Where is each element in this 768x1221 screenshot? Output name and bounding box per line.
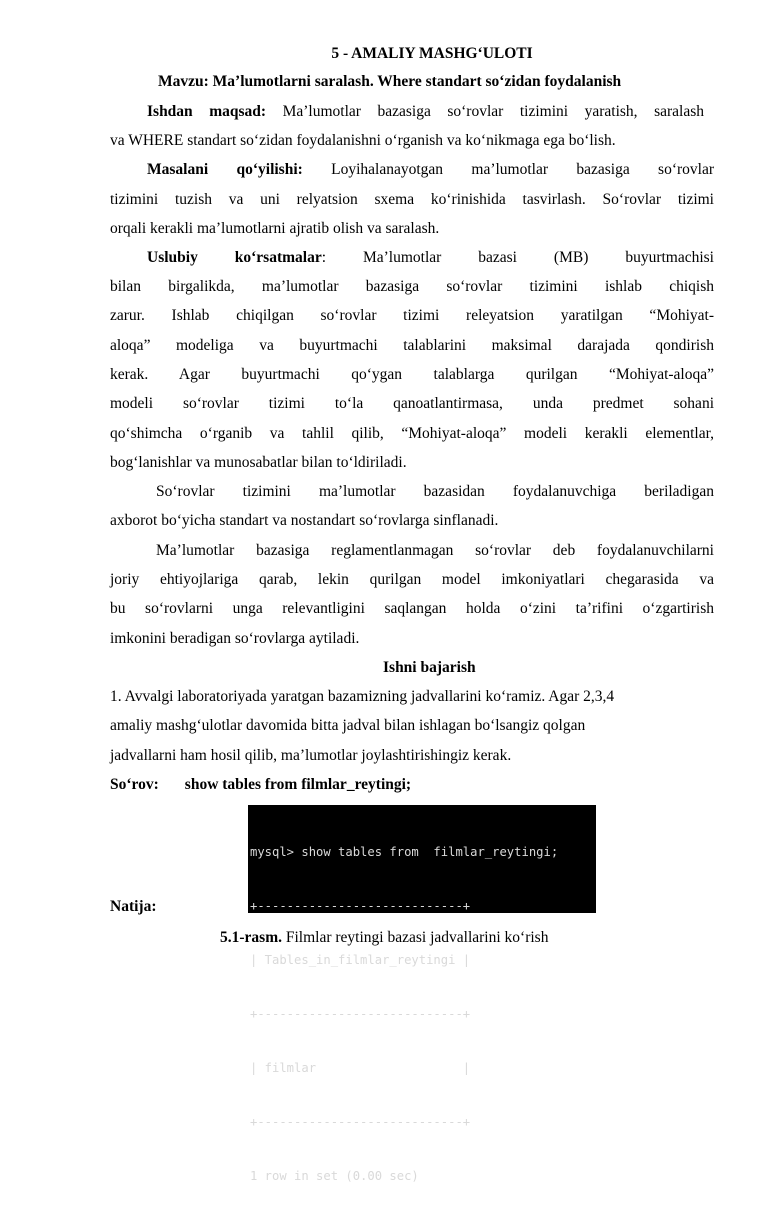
- queries-para-line-2: axborot bo‘yicha standart va nostandart so‘rovlarga sinflanadi.: [110, 512, 499, 529]
- page-title: 5 - AMALIY MASHG‘ULOTI: [331, 45, 533, 62]
- problem-line-3: orqali kerakli ma’lumotlarni ajratib olish va saralash.: [110, 220, 440, 237]
- terminal-line: +----------------------------+: [250, 899, 471, 913]
- query-text: show tables from filmlar_reytingi;: [184, 776, 412, 793]
- guidance-label: Uslubiy ko‘rsatmalar: [147, 249, 322, 266]
- terminal-line: mysql> show tables from filmlar_reytingi;: [250, 845, 559, 859]
- guidance-line-8: bog‘lanishlar va munosabatlar bilan to‘ldiriladi.: [110, 454, 407, 471]
- query-label: So‘rov:: [110, 776, 159, 793]
- topic-text: Ma’lumotlarni saralash. Where standart so‘zidan foydalanish: [208, 73, 622, 90]
- guidance-line-7: qo‘shimcha o‘rganib va tahlil qilib, “Mohiyat-aloqa” modeli kerakli elementlar,: [110, 425, 714, 442]
- unregulated-para-line-1: Ma’lumotlar bazasiga reglamentlanmagan so‘rovlar deb foydalanuvchilarni: [156, 542, 714, 559]
- goal-line-2: va WHERE standart so‘zidan foydalanishni o‘rganish va ko‘nikmaga ega bo‘lish.: [110, 132, 616, 149]
- figure-caption: [220, 928, 640, 948]
- guidance-line-3: zarur. Ishlab chiqilgan so‘rovlar tizimi releyatsion yaratilgan “Mohiyat-: [110, 307, 714, 324]
- guidance-line-6: modeli so‘rovlar tizimi to‘la qanoatlantirmasa, unda predmet sohani: [110, 395, 714, 412]
- goal-label: Ishdan maqsad:: [147, 103, 267, 120]
- terminal-line: | filmlar |: [250, 1061, 471, 1075]
- task-line-2: amaliy mashg‘ulotlar davomida bitta jadval bilan ishlagan bo‘lsangiz qolgan: [110, 717, 586, 734]
- problem-line-2: tizimini tuzish va uni relyatsion sxema ko‘rinishida tasvirlash. So‘rovlar tizimi: [110, 191, 714, 208]
- terminal-line: +----------------------------+: [250, 1007, 471, 1021]
- problem-label: Masalani qo‘yilishi:: [147, 161, 303, 178]
- unregulated-para-line-4: imkonini beradigan so‘rovlarga aytiladi.: [110, 630, 360, 647]
- guidance-text-1: : Ma’lumotlar bazasi (MB) buyurtmachisi: [321, 249, 714, 266]
- problem-text-1: Loyihalanayotgan ma’lumotlar bazasiga so‘rovlar: [302, 161, 714, 178]
- guidance-line-1: [147, 248, 714, 268]
- topic-label: Mavzu:: [158, 73, 209, 90]
- task-line-3: jadvallarni ham hosil qilib, ma’lumotlar joylashtirishingiz kerak.: [110, 747, 512, 764]
- guidance-line-4: aloqa” modeliga va buyurtmachi talablarini maksimal darajada qondirish: [110, 337, 714, 354]
- goal-text-1: Ma’lumotlar bazasiga so‘rovlar tizimini yaratish, saralash: [266, 103, 704, 120]
- unregulated-para-line-3: bu so‘rovlarni unga relevantligini saqlangan holda o‘zini ta’rifini o‘zgartirish: [110, 600, 714, 617]
- caption-text: Filmlar reytingi bazasi jadvallarini ko‘rish: [282, 929, 549, 946]
- guidance-line-5: kerak. Agar buyurtmachi qo‘ygan talablarga qurilgan “Mohiyat-aloqa”: [110, 366, 714, 383]
- goal-line-1: [147, 102, 704, 122]
- problem-line-1: [147, 160, 714, 180]
- terminal-line: 1 row in set (0.00 sec): [250, 1169, 419, 1183]
- unregulated-para-line-2: joriy ehtiyojlariga qarab, lekin qurilgan model imkoniyatlari chegarasida va: [110, 571, 714, 588]
- section-title: Ishni bajarish: [383, 659, 476, 676]
- terminal-line: +----------------------------+: [250, 1115, 471, 1129]
- query-line: [110, 775, 714, 795]
- terminal-line: | Tables_in_filmlar_reytingi |: [250, 953, 471, 967]
- task-line-1: 1. Avvalgi laboratoriyada yaratgan bazamizning jadvallarini ko‘ramiz. Agar 2,3,4: [110, 688, 615, 705]
- guidance-line-2: bilan birgalikda, ma’lumotlar bazasiga so‘rovlar tizimini ishlab chiqish: [110, 278, 714, 295]
- topic-line: [158, 72, 714, 92]
- queries-para-line-1: So‘rovlar tizimini ma’lumotlar bazasidan foydalanuvchiga beriladigan: [156, 483, 714, 500]
- result-label: Natija:: [110, 898, 157, 915]
- caption-label: 5.1-rasm.: [220, 929, 282, 946]
